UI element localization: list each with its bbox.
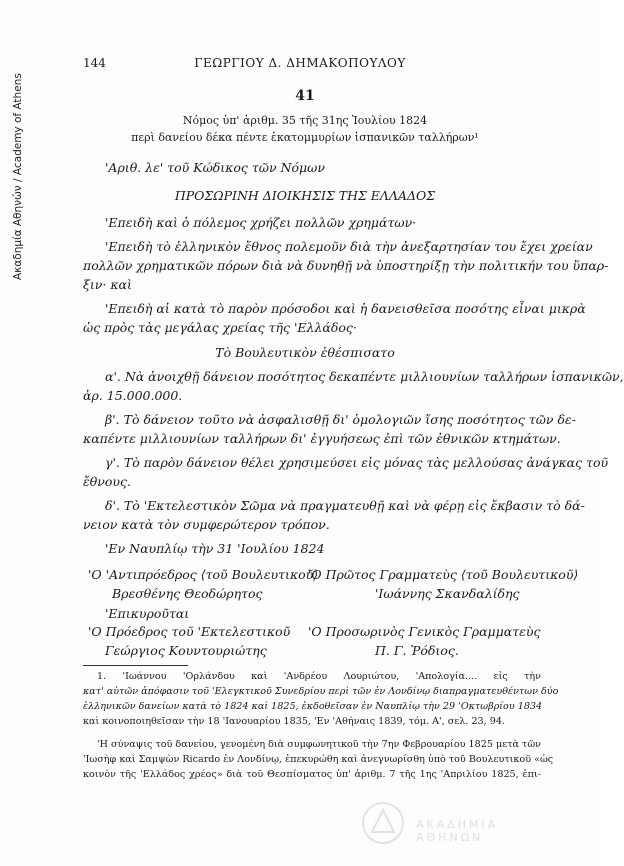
preamble-line: 'Επειδὴ καὶ ὁ πόλεμος χρήζει πολλῶν χρημάτων· <box>105 215 417 230</box>
article-line: β'. Τὸ δάνειον τοῦτο νὰ ἀσφαλισθῇ δι' ὁμολογιῶν ἴσης ποσότητος τῶν δε- <box>105 412 576 427</box>
decree-heading: Τὸ Βουλευτικὸν ἐθέσπισατο <box>215 345 395 360</box>
footnote-line: καὶ κοινοποιηθεῖσαν τὴν 18 'Ιανουαρίου 1835, 'Εν 'Αθήναις 1839, τόμ. Α', σελ. 23, 94. <box>83 716 505 727</box>
law-title: Νόμος ὑπ' ἀριθμ. 35 τῆς 31ης Ἰουλίου 1824 <box>182 114 428 127</box>
general-secretary-name: Π. Γ. Ῥόδιος. <box>375 643 459 658</box>
article-line: δ'. Τὸ 'Εκτελεστικὸν Σῶμα νὰ πραγματευθῇ καὶ νὰ φέρῃ εἰς ἔκβασιν τὸ δά- <box>105 498 585 513</box>
vice-president-title: 'Ο 'Αντιπρόεδρος ⟨τοῦ Βουλευτικοῦ⟩ <box>88 567 319 582</box>
preamble-line: πολλῶν χρηματικῶν πόρων διὰ νὰ δυνηθῇ νὰ ὑποστηρίξῃ τὴν πολιτικήν του ὕπαρ- <box>83 258 609 273</box>
law-subtitle: περὶ δανείου δέκα πέντε ἑκατομμυρίων ἱσπανικῶν ταλλήρων¹ <box>131 131 479 144</box>
footnote-rule <box>83 665 188 666</box>
article-line: ἔθνους. <box>83 474 131 489</box>
preamble-line: ξιν· καὶ <box>83 277 132 292</box>
footnote-line: κοινὸν τῆς 'Ελλάδος χρέος» διὰ τοῦ Θεσπίσματος ὑπ' ἀριθμ. 7 τῆς 1ης 'Απριλίου 1825, ἐπι- <box>83 769 541 780</box>
footnote-line: 1. 'Ιωάννου 'Ορλάνδου καὶ 'Ανδρέου Λουριώτου, 'Απολογία.... εἰς τὴν <box>97 671 541 682</box>
document-number: 41 <box>295 88 315 104</box>
first-secretary-title: 'Ο Πρῶτος Γραμματεὺς ⟨τοῦ Βουλευτικοῦ⟩ <box>308 567 579 582</box>
academy-watermark <box>360 800 560 850</box>
vice-president-name: Βρεσθένης Θεοδώρητος <box>112 586 263 601</box>
watermark-text: ΑΚΑΔΗΜΙΑ ΑΘΗΝΩΝ <box>416 818 499 844</box>
academy-emblem-icon <box>360 800 406 846</box>
preamble-line: 'Επειδὴ αἱ κατὰ τὸ παρὸν πρόσοδοι καὶ ἡ δανεισθεῖσα ποσότης εἶναι μικρὰ <box>105 301 586 316</box>
place-date: 'Εν Ναυπλίῳ τὴν 31 'Ιουλίου 1824 <box>105 541 325 556</box>
first-secretary-name: 'Ιωάννης Σκανδαλίδης <box>375 586 520 601</box>
article-line: καπέντε μιλλιουνίων ταλλήρων δι' ἐγγυήσεως ἐπὶ τῶν ἐθνικῶν κτημάτων. <box>83 431 561 446</box>
president-name: Γεώργιος Κουντουριώτης <box>105 643 267 658</box>
ratification-label: 'Επικυροῦται <box>105 606 190 621</box>
article-line: νειον κατὰ τὸν συμφερώτερον τρόπον. <box>83 517 330 532</box>
article-line: ἀρ. 15.000.000. <box>83 388 183 403</box>
president-title: 'Ο Πρόεδρος τοῦ 'Εκτελεστικοῦ <box>88 624 291 639</box>
page-number: 144 <box>83 56 106 70</box>
footnote-line: 'Ιωσὴφ καὶ Σαμψὼν Ricardo ἐν Λονδίνῳ, ἐπεκυρώθη καὶ ἀνεγνωρίσθη ὑπὸ τοῦ Βουλευτικοῦ «ὡς <box>83 754 554 765</box>
article-line: γ'. Τὸ παρὸν δάνειον θέλει χρησιμεύσει εἰς μόνας τὰς μελλούσας ἀνάγκας τοῦ <box>105 455 609 470</box>
running-title: ΓΕΩΡΓΙΟΥ Δ. ΔΗΜΑΚΟΠΟΥΛΟΥ <box>194 56 406 70</box>
footnote-line: κατ' αὐτῶν ἀπόφασιν τοῦ 'Ελεγκτικοῦ Συνεδρίου περὶ τῶν ἐν Λονδίνῳ διαπραγματευθέντων δύο <box>83 686 559 697</box>
side-label-text: Ακαδημία Αθηνών / Academy of Athens <box>12 73 24 280</box>
general-secretary-title: 'Ο Προσωρινὸς Γενικὸς Γραμματεὺς <box>308 624 541 639</box>
footnote-line: ἑλληνικῶν δανείων κατὰ τὸ 1824 καὶ 1825, ἐκδοθεῖσαν ἐν Ναυπλίῳ τὴν 29 'Οκτωβρίου 1834 <box>83 701 543 712</box>
footnote-line: 'Η σύναψις τοῦ δανείου, γενομένη διὰ συμφωνητικοῦ τὴν 7ην Φεβρουαρίου 1825 μετὰ τῶν <box>97 739 541 750</box>
archive-side-label <box>10 60 26 280</box>
code-reference: 'Αριθ. λε' τοῦ Κώδικος τῶν Νόμων <box>105 160 325 175</box>
preamble-line: ὡς πρὸς τὰς μεγάλας χρείας τῆς 'Ελλάδος· <box>83 320 357 335</box>
article-line: α'. Νὰ ἀνοιχθῇ δάνειον ποσότητος δεκαπέντε μιλλιουνίων ταλλήρων ἱσπανικῶν, <box>105 369 624 384</box>
authority-heading: ΠΡΟΣΩΡΙΝΗ ΔΙΟΙΚΗΣΙΣ ΤΗΣ ΕΛΛΑΔΟΣ <box>174 188 436 203</box>
preamble-line: 'Επειδὴ τὸ ἑλληνικὸν ἔθνος πολεμοῦν διὰ τὴν ἀνεξαρτησίαν του ἔχει χρείαν <box>105 239 593 254</box>
